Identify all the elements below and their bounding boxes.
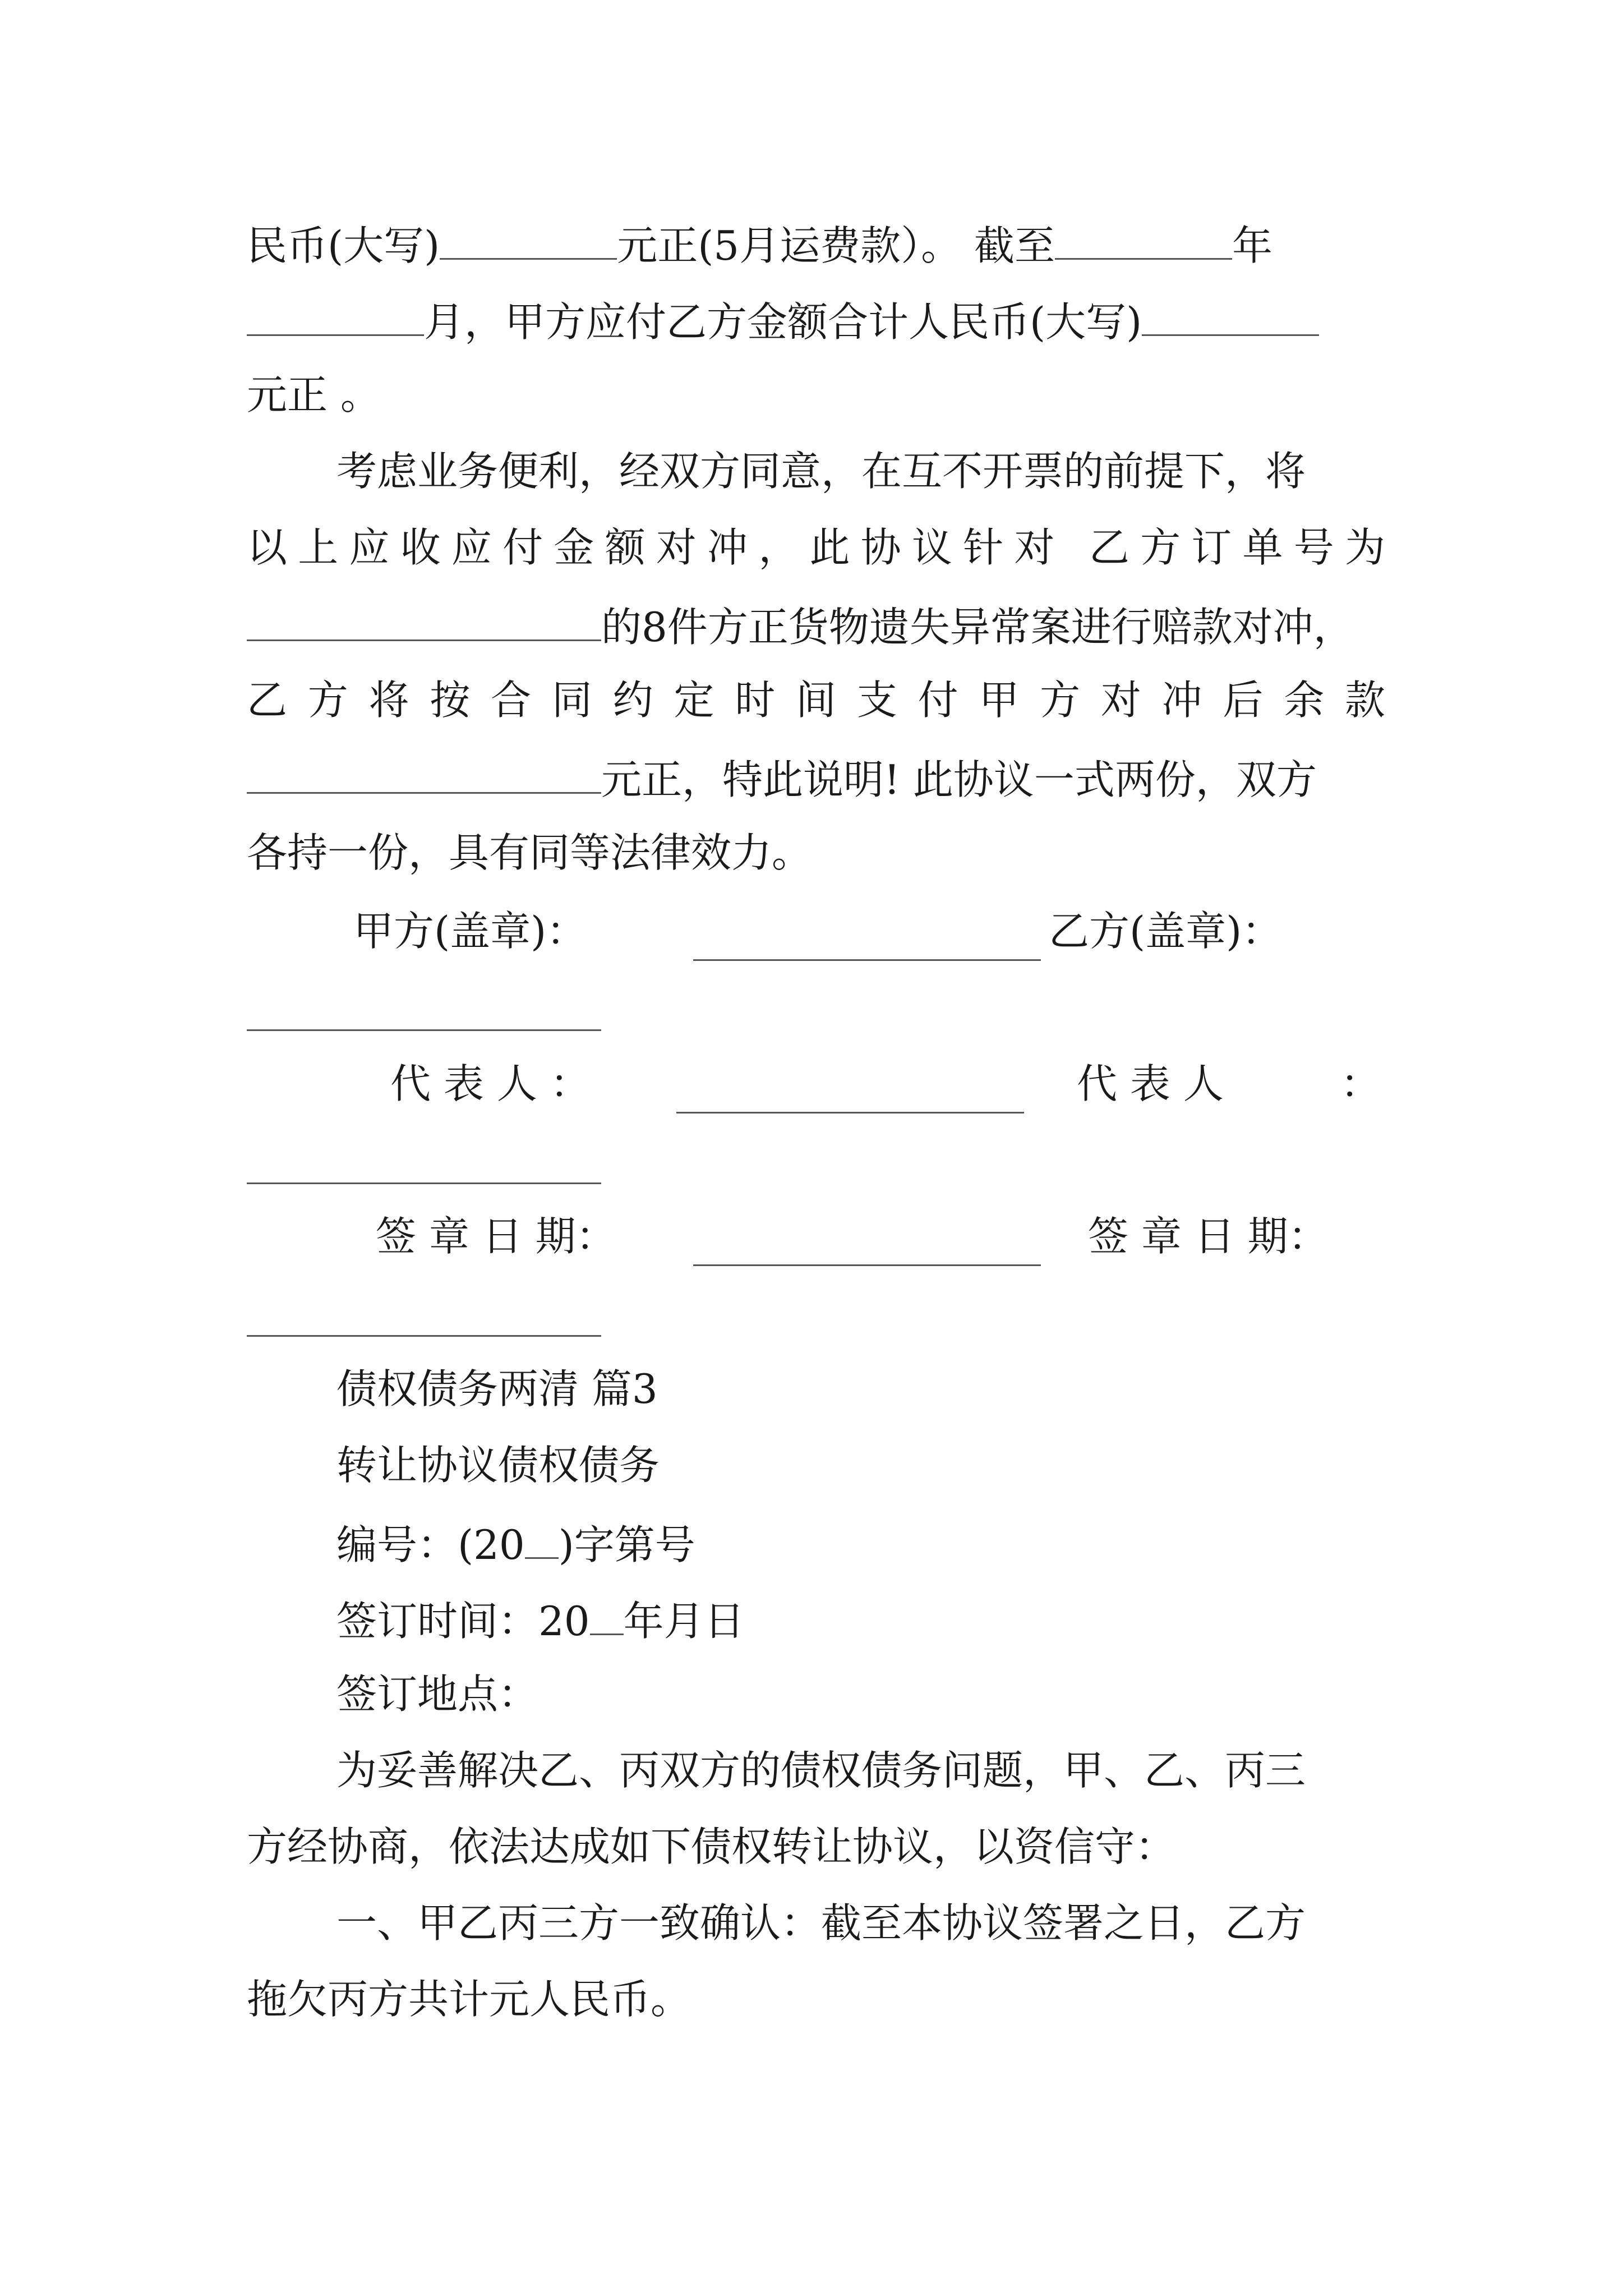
party-a-representative-blank [676, 1068, 1024, 1114]
blank-underline [1142, 291, 1319, 336]
text-line [247, 214, 1385, 274]
text-segment: )字第号 [558, 1521, 695, 1568]
text-line: 各持一份，具有同等法律效力。 [247, 829, 813, 876]
party-b-seal-blank [247, 1029, 601, 1031]
text-line: 乙方将按合同约定时间支付甲方对冲后余款 [247, 677, 1385, 724]
party-a-representative-label: 代 表 人 ： [390, 1060, 591, 1107]
text-line: 拖欠丙方共计元人民币。 [247, 1976, 691, 2023]
party-b-representative-blank [247, 1182, 601, 1184]
party-b-representative-label: 代 表 人 [1077, 1060, 1224, 1107]
blank-underline [247, 596, 601, 641]
text-segment: 签订时间：20 [336, 1598, 590, 1645]
party-a-seal-blank [693, 915, 1041, 961]
text-segment: 元正，特此说明! 此协议一式两份，双方 [601, 756, 1317, 803]
blank-underline [247, 291, 424, 336]
blank-underline [525, 1513, 559, 1559]
text-segment: 编号：(20 [336, 1521, 525, 1568]
text-line [247, 748, 1385, 808]
text-segment: 年 [1232, 222, 1272, 269]
signing-time [336, 1590, 1385, 1649]
text-line [247, 291, 1385, 350]
party-b-date-label: 签 章 日 期： [1088, 1213, 1329, 1260]
colon: ： [1340, 1060, 1381, 1107]
party-b-date-blank [247, 1335, 601, 1337]
document-number [336, 1513, 1385, 1573]
signing-place: 签订地点： [336, 1671, 539, 1718]
text-segment: 的8件方正货物遗失异常案进行赔款对冲， [601, 604, 1354, 651]
party-a-seal-label: 甲方(盖章)： [353, 908, 587, 955]
paragraph-start: 考虑业务便利，经双方同意，在互不开票的前提下，将 [336, 448, 1306, 495]
party-a-date-blank [693, 1221, 1041, 1266]
text-line: 以上应收应付金额对冲，此协议针对 乙方订单号为 [247, 524, 1385, 571]
party-a-date-label: 签 章 日 期： [376, 1213, 616, 1260]
text-segment: 年月日 [623, 1598, 745, 1645]
party-b-seal-label: 乙方(盖章)： [1049, 908, 1283, 955]
blank-underline [440, 214, 617, 260]
text-segment: 民币(大写) [247, 222, 440, 269]
text-line [247, 596, 1385, 655]
text-segment: 月，甲方应付乙方金额合计人民币(大写) [424, 298, 1142, 346]
section-heading: 债权债务两清 篇3 [336, 1365, 658, 1412]
blank-underline [590, 1590, 624, 1635]
text-segment: 元正 。 [247, 371, 381, 418]
paragraph-start: 一、甲乙丙三方一致确认：截至本协议签署之日，乙方 [336, 1899, 1306, 1947]
text-segment: 元正(5月运费款）。 截至 [617, 222, 1055, 269]
text-line [247, 367, 1385, 423]
text-line: 方经协商，依法达成如下债权转让协议，以资信守： [247, 1823, 1176, 1870]
blank-underline [247, 748, 601, 794]
paragraph-start: 为妥善解决乙、丙双方的债权债务问题，甲、乙、丙三 [336, 1747, 1306, 1794]
blank-underline [1055, 214, 1232, 260]
document-title: 转让协议债权债务 [336, 1442, 660, 1489]
